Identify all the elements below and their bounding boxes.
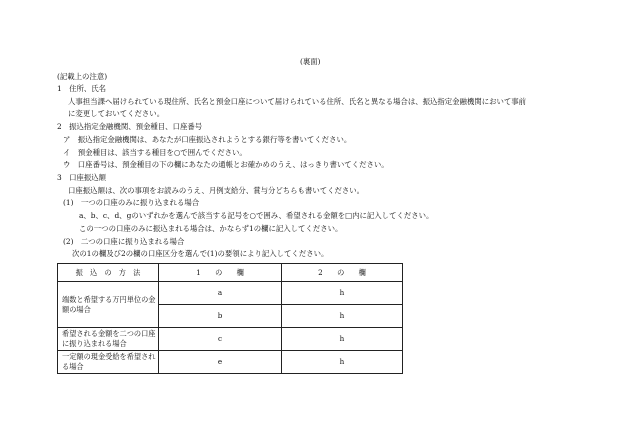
table-row [58,282,403,305]
table-header-method: 振 込 の 方 法 [58,264,159,282]
section-3-sub1-line-1: a、b、c、d、gのいずれかを選んで該当する記号を○で囲み、希望される金額を□内に記入してください。 [79,211,434,220]
section-2-item-u: ウ 口座番号は、預金種目の下の欄にあなたの通帳とお確かめのうえ、はっきり書いてください。 [63,160,389,169]
transfer-method-table [57,263,403,374]
table-cell: h [282,305,403,328]
section-3-sub1-line-2: この一つの口座のみに振込まれる場合は、かならず1の欄に記入してください。 [79,224,343,233]
table-cell: h [282,282,403,305]
page-side-header: (裏面) [300,57,321,66]
section-1-heading: 1 住所、氏名 [57,84,107,93]
table-cell: h [282,351,403,374]
table-header-row [58,264,403,282]
section-2-heading: 2 振込指定金融機関、預金種目、口座番号 [57,122,203,131]
section-3-intro: 口座振込額は、次の事項をお読みのうえ、月例支給分、賞与分どちらも書いてください。 [68,186,365,195]
table-cell: c [159,328,282,351]
table-cell: h [282,328,403,351]
section-3-sub2-line: 次の1の欄及び2の欄の口座区分を選んで(1)の要領により記入してください。 [72,249,329,258]
table-header-column-2: 2 の 欄 [282,264,403,282]
table-cell: b [159,305,282,328]
section-3-heading: 3 口座振込額 [57,173,107,182]
section-3-sub2-heading: (2) 二つの口座に振り込まれる場合 [63,237,185,246]
table-cell: a [159,282,282,305]
section-2-item-i: イ 預金種目は、該当する種目を○で囲んでください。 [63,148,247,157]
section-2-item-a: ア 振込指定金融機関は、あなたが口座振込されようとする銀行等を書いてください。 [63,135,352,144]
notes-title: (記載上の注意) [57,72,108,81]
section-3-sub1-heading: (1) 一つの口座のみに振り込まれる場合 [63,198,200,207]
table-cell: e [159,351,282,374]
table-row [58,328,403,351]
row-label-two-accounts: 希望される金額を二つの口座に振り込まれる場合 [58,328,159,351]
table-header-column-1: 1 の 欄 [159,264,282,282]
row-label-fraction-amount: 端数と希望する万円単位の金額の場合 [58,282,159,328]
section-1-line-2: に変更しておいてください。 [68,109,165,118]
row-label-fixed-cash: 一定額の現金受給を希望される場合 [58,351,159,374]
table-row [58,351,403,374]
section-1-line-1: 人事担当課へ届けられている現住所、氏名と預金口座について届けられている住所、氏名と異なる場合は、振込指定金融機関において事前 [68,97,527,106]
